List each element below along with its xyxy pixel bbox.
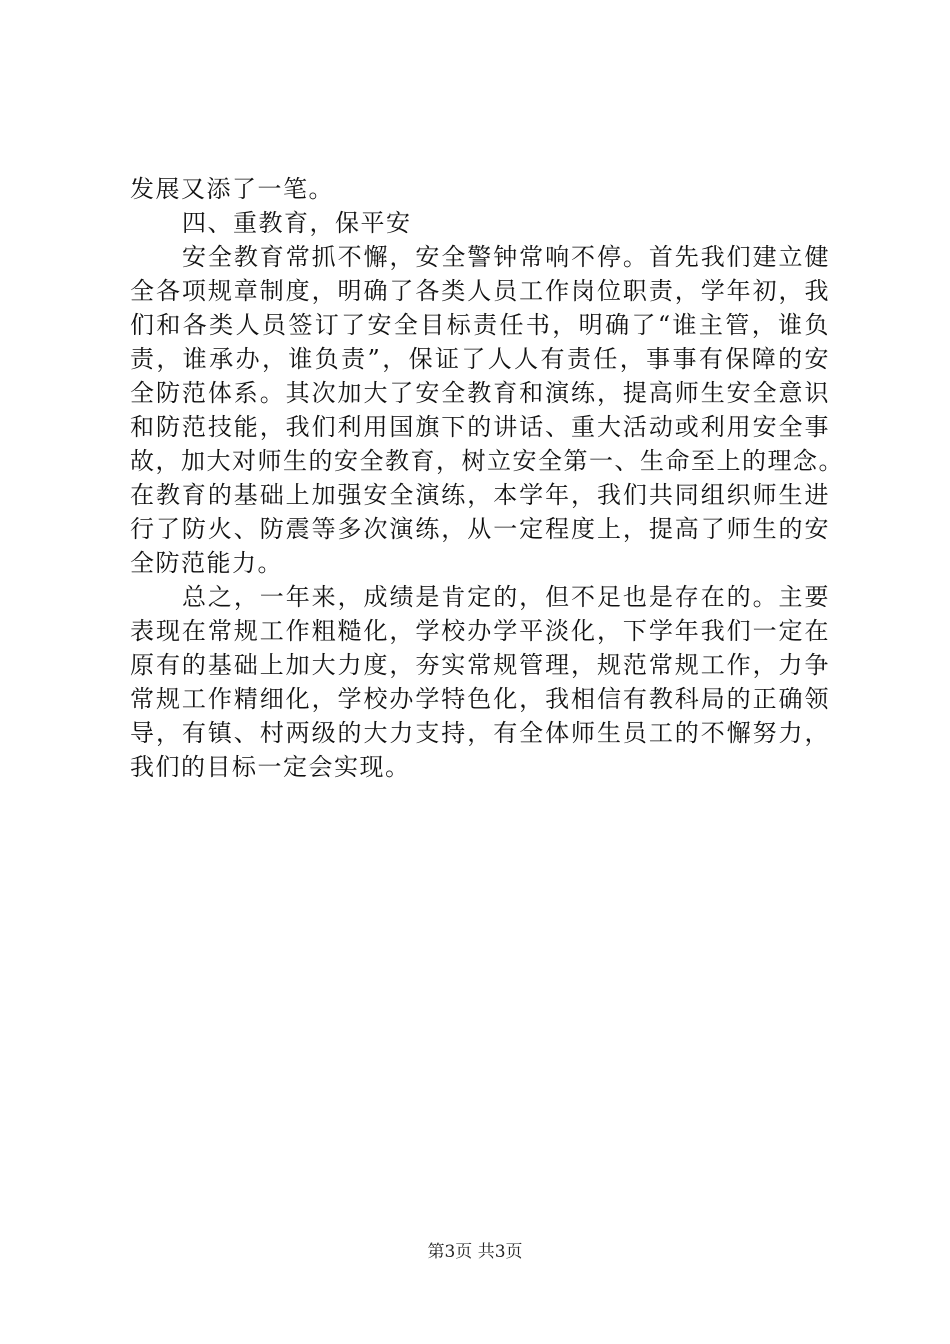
text-line: 表现在常规工作粗糙化，学校办学平淡化，下学年我们一定在 — [130, 617, 830, 645]
text-line: 故，加大对师生的安全教育，树立安全第一、生命至上的理念。 — [130, 447, 844, 475]
text-line: 原有的基础上加大力度，夯实常规管理，规范常规工作，力争 — [130, 651, 830, 679]
text-line: 导，有镇、村两级的大力支持，有全体师生员工的不懈努力， — [130, 719, 830, 747]
text-line: 安全教育常抓不懈，安全警钟常响不停。首先我们建立健 — [182, 243, 830, 271]
text-line: 行了防火、防震等多次演练，从一定程度上，提高了师生的安 — [130, 515, 830, 543]
text-line: 责，谁承办，谁负责”，保证了人人有责任，事事有保障的安 — [130, 345, 830, 373]
text-line: 在教育的基础上加强安全演练，本学年，我们共同组织师生进 — [130, 481, 830, 509]
text-line: 们和各类人员签订了安全目标责任书，明确了“谁主管，谁负 — [130, 311, 830, 339]
text-line: 总之，一年来，成绩是肯定的，但不足也是存在的。主要 — [182, 583, 830, 611]
text-line: 发展又添了一笔。 — [130, 175, 334, 203]
text-line: 常规工作精细化，学校办学特色化，我相信有教科局的正确领 — [130, 685, 830, 713]
page-number: 第3页 共3页 — [427, 1242, 523, 1262]
section-heading: 四、重教育，保平安 — [182, 209, 412, 237]
document-body — [130, 172, 844, 784]
text-line: 全防范能力。 — [130, 549, 283, 577]
page-footer — [0, 1240, 950, 1264]
text-line: 和防范技能，我们利用国旗下的讲话、重大活动或利用安全事 — [130, 413, 830, 441]
text-line: 全防范体系。其次加大了安全教育和演练，提高师生安全意识 — [130, 379, 830, 407]
text-line: 全各项规章制度，明确了各类人员工作岗位职责，学年初，我 — [130, 277, 830, 305]
text-line: 我们的目标一定会实现。 — [130, 753, 411, 781]
